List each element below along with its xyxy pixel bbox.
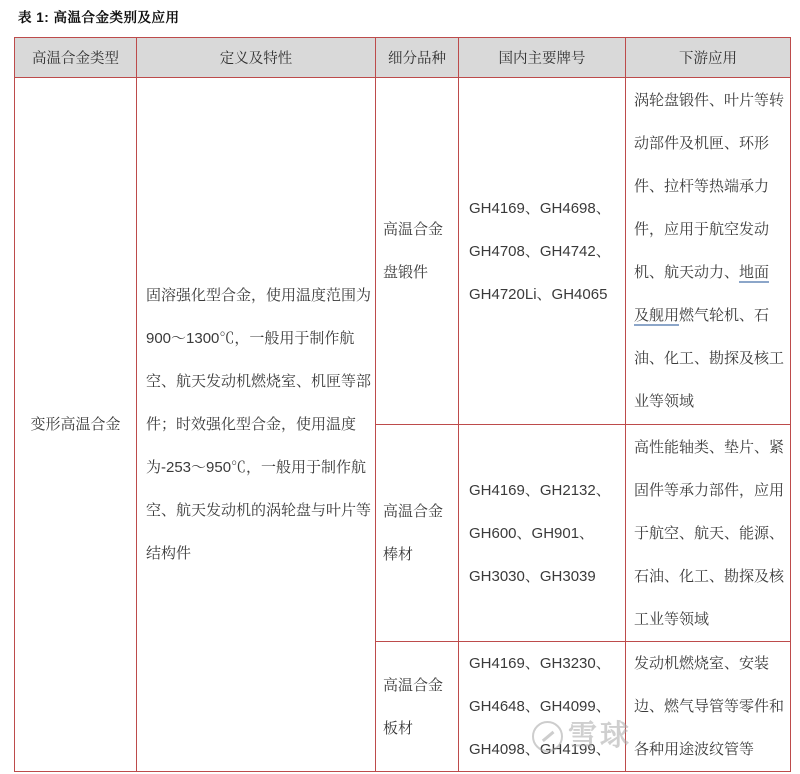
table-title: 表 1: 高温合金类别及应用 bbox=[18, 10, 180, 25]
col-header-grades: 国内主要牌号 bbox=[459, 38, 626, 78]
grades-cell: GH4169、GH4698、GH4708、GH4742、GH4720Li、GH4065 bbox=[459, 78, 626, 425]
col-header-definition: 定义及特性 bbox=[137, 38, 376, 78]
application-cell: 高性能轴类、垫片、紧固件等承力部件，应用于航空、航天、能源、石油、化工、勘探及核工业等领域 bbox=[626, 425, 791, 642]
application-text-after: 燃气轮机、石油、化工、勘探及核工业等领域 bbox=[634, 307, 785, 410]
col-header-alloy-type: 高温合金类型 bbox=[15, 38, 137, 78]
application-underlined-text: 地面及舰用 bbox=[634, 264, 770, 324]
definition-cell: 固溶强化型合金，使用温度范围为900～1300℃，一般用于制作航空、航天发动机燃烧室、机匣等部件；时效强化型合金，使用温度为-253～950℃，一般用于制作航空、航天发动机的涡轮盘与叶片等结构件 bbox=[137, 78, 376, 772]
alloy-table bbox=[14, 37, 791, 772]
variety-cell: 高温合金棒材 bbox=[376, 425, 459, 642]
grades-cell: GH4169、GH2132、GH600、GH901、GH3030、GH3039 bbox=[459, 425, 626, 642]
application-cell: 发动机燃烧室、安装边、燃气导管等零件和各种用途波纹管等 bbox=[626, 642, 791, 772]
table-row-disk-forgings bbox=[15, 78, 791, 425]
application-text-before: 涡轮盘锻件、叶片等转动部件及机匣、环形件、拉杆等热端承力件，应用于航空发动机、航天动力、 bbox=[634, 92, 785, 281]
watermark-text: 雪球 bbox=[568, 720, 633, 752]
grades-cell: GH4169、GH3230、GH4648、GH4099、GH4098、GH4199、 bbox=[459, 642, 626, 772]
col-header-application: 下游应用 bbox=[626, 38, 791, 78]
variety-cell: 高温合金盘锻件 bbox=[376, 78, 459, 425]
header-row bbox=[15, 38, 791, 78]
application-cell bbox=[626, 78, 791, 425]
variety-cell: 高温合金板材 bbox=[376, 642, 459, 772]
col-header-variety: 细分品种 bbox=[376, 38, 459, 78]
alloy-type-cell: 变形高温合金 bbox=[15, 78, 137, 772]
